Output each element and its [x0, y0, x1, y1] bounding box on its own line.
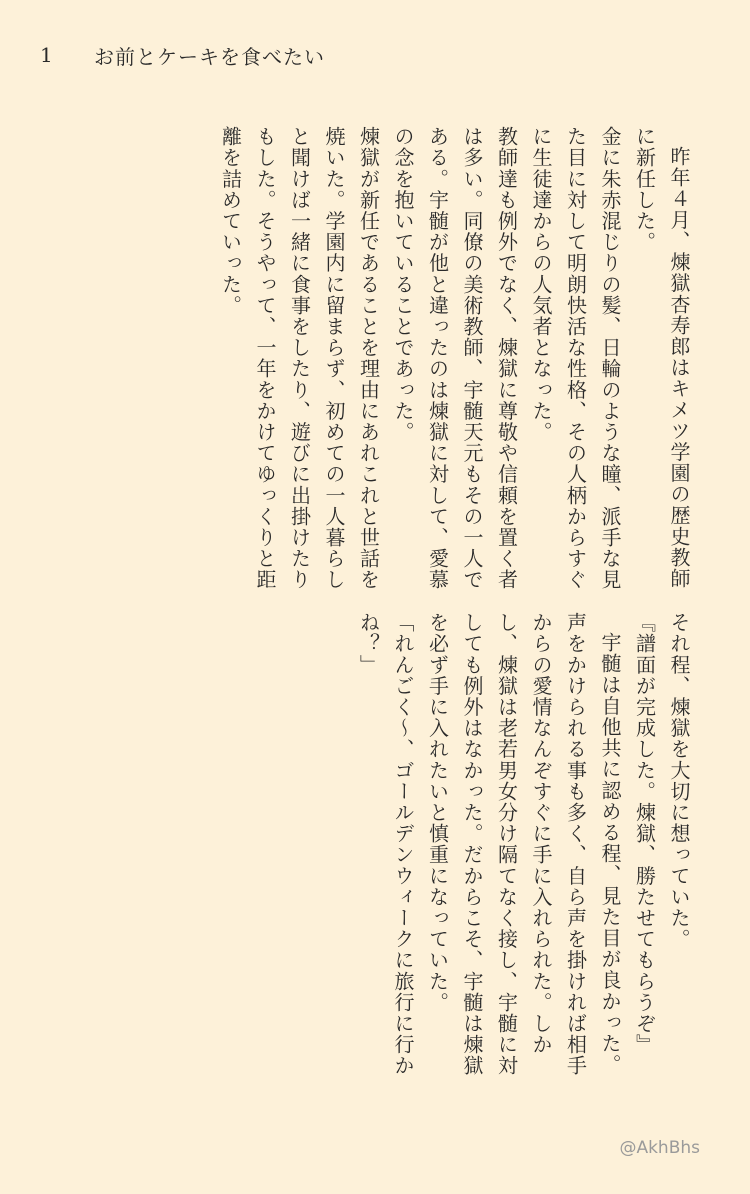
chapter-title: お前とケーキを食べたい — [94, 44, 325, 69]
paragraph: 昨年４月、煉獄杏寿郎はキメツ学園の歴史教師に新任した。 — [632, 126, 691, 590]
text-block-top — [213, 126, 696, 596]
paragraph: 金に朱赤混じりの髪、日輪のような瞳、派手な見た目に対して明朗快活な性格、その人柄からすぐに生徒達からの人気者となった。 — [529, 126, 622, 591]
paragraph: それ程、煉獄を大切に想っていた。 — [667, 612, 691, 950]
paragraph: 『譜面が完成した。煉獄、勝たせてもらうぞ』 — [632, 612, 657, 1056]
paragraph: 「れんごく〜、ゴールデンウィークに旅行に行かね？」 — [356, 612, 415, 1077]
chapter-number: 1 — [40, 43, 54, 67]
paragraph: 教師達も例外でなく、煉獄に尊敬や信頼を置く者は多い。同僚の美術教師、宇髄天元もその一人である。宇髄が他と違ったのは煉獄に対して、愛慕の念を抱いていることであった。 — [391, 126, 519, 591]
text-block-bottom — [351, 612, 696, 1082]
paragraph: 宇髄は自他共に認める程、見た目が良かった。声をかけられる事も多く、自ら声を掛ければ相手からの愛情なんぞすぐに手に入れられた。しかし、煉獄は老若男女分け隔てなく接し、宇髄に対しても例外はなかった。だからこそ、宇髄は煉獄を必ず手に入れたいと慎重になっていた。 — [425, 612, 622, 1077]
paragraph: 煉獄が新任であることを理由にあれこれと世話を焼いた。学園内に留まらず、初めての一人暮らしと聞けば一緒に食事をしたり、遊びに出掛けたりもした。そうやって、一年をかけてゆっくりと距離を詰めていった。 — [218, 126, 381, 591]
author-watermark: @AkhBhs — [619, 1138, 700, 1158]
chapter-header — [40, 38, 325, 72]
